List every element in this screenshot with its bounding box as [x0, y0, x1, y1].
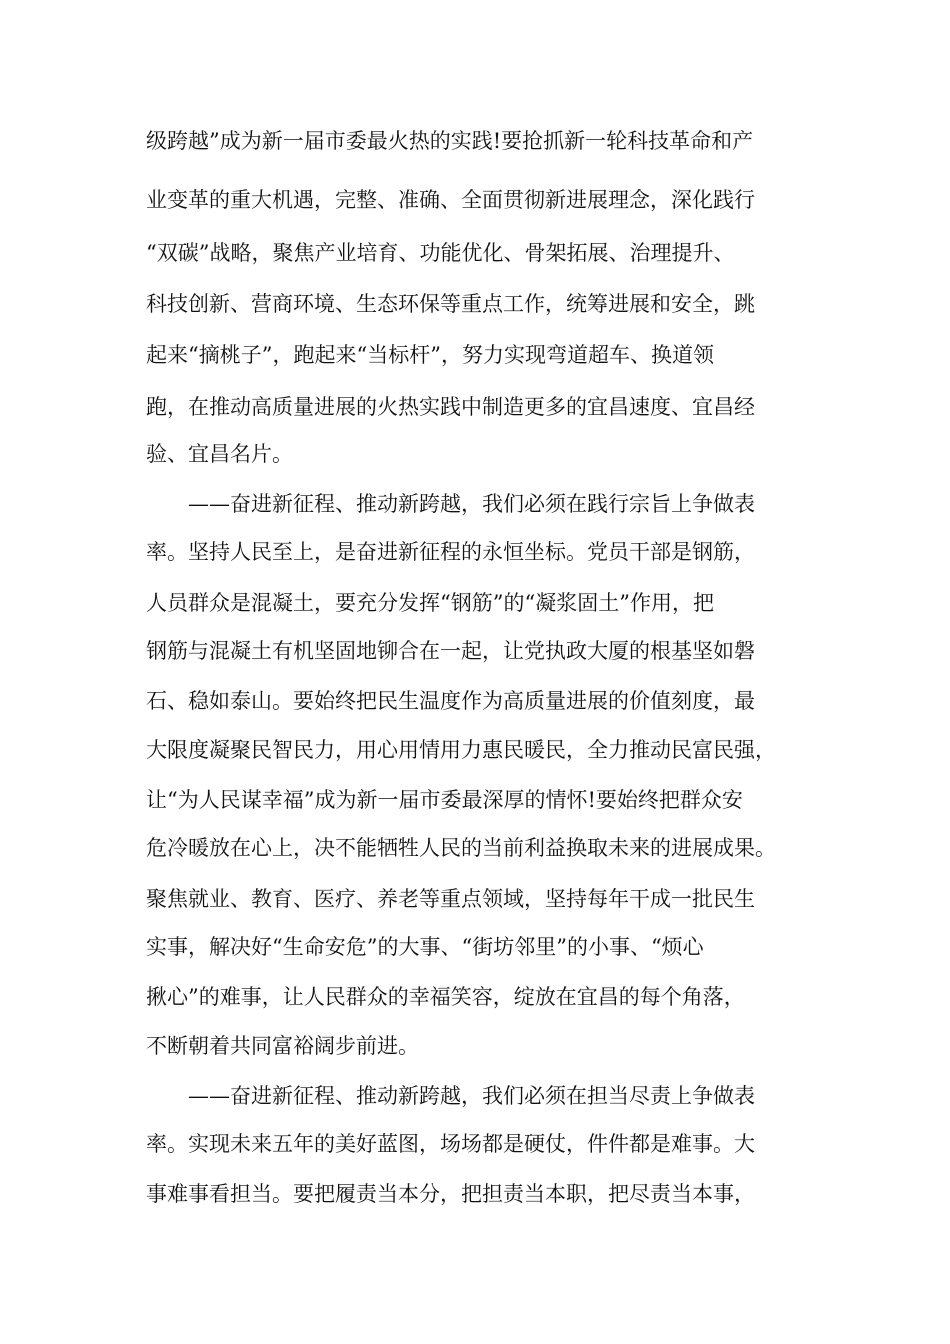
text-line: 钢筋与混凝土有机坚固地铆合在一起，让党执政大厦的根基坚如磐 — [146, 639, 755, 663]
text-line: 大限度凝聚民智民力，用心用情用力惠民暖民，全力推动民富民强， — [146, 738, 776, 762]
text-line: 石、稳如泰山。要始终把民生温度作为高质量进展的价值刻度，最 — [146, 689, 755, 713]
text-line: 实事，解决好“生命安危”的大事、“街坊邻里”的小事、“烦心 — [146, 935, 704, 959]
text-line: 率。坚持人民至上，是奋进新征程的永恒坐标。党员干部是钢筋， — [146, 540, 755, 564]
paragraph-first-line: ——奋进新征程、推动新跨越，我们必须在担当尽责上争做表 — [188, 1084, 755, 1108]
paragraph-first-line: ——奋进新征程、推动新跨越，我们必须在践行宗旨上争做表 — [188, 492, 755, 516]
text-line: 不断朝着共同富裕阔步前进。 — [146, 1034, 419, 1058]
text-line: 率。实现未来五年的美好蓝图，场场都是硬仗，件件都是难事。大 — [146, 1132, 755, 1156]
text-line: 级跨越”成为新一届市委最火热的实践!要抢抓新一轮科技革命和产 — [146, 129, 754, 153]
text-line: 聚焦就业、教育、医疗、养老等重点领域，坚持每年干成一批民生 — [146, 887, 755, 911]
text-line: 人员群众是混凝土，要充分发挥“钢筋”的“凝浆固土”作用，把 — [146, 591, 714, 615]
text-line: 科技创新、营商环境、生态环保等重点工作，统筹进展和安全，跳 — [146, 292, 755, 316]
text-line: 让“为人民谋幸福”成为新一届市委最深厚的情怀!要始终把群众安 — [146, 788, 743, 812]
text-line: 业变革的重大机遇，完整、准确、全面贯彻新进展理念，深化践行 — [146, 188, 755, 212]
text-line: 揪心”的难事，让人民群众的幸福笑容，绽放在宜昌的每个角落， — [146, 985, 745, 1009]
text-line: 事难事看担当。要把履责当本分，把担责当本职，把尽责当本事， — [146, 1182, 755, 1206]
text-line: 验、宜昌名片。 — [146, 442, 293, 466]
text-line: 跑，在推动高质量进展的火热实践中制造更多的宜昌速度、宜昌经 — [146, 395, 755, 419]
text-line: 危冷暖放在心上，决不能牺牲人民的当前利益换取未来的进展成果。 — [146, 836, 776, 860]
text-line: “双碳”战略，聚焦产业培育、功能优化、骨架拓展、治理提升、 — [146, 241, 735, 265]
text-line: 起来“摘桃子”，跑起来“当标杆”，努力实现弯道超车、换道领 — [146, 343, 714, 367]
